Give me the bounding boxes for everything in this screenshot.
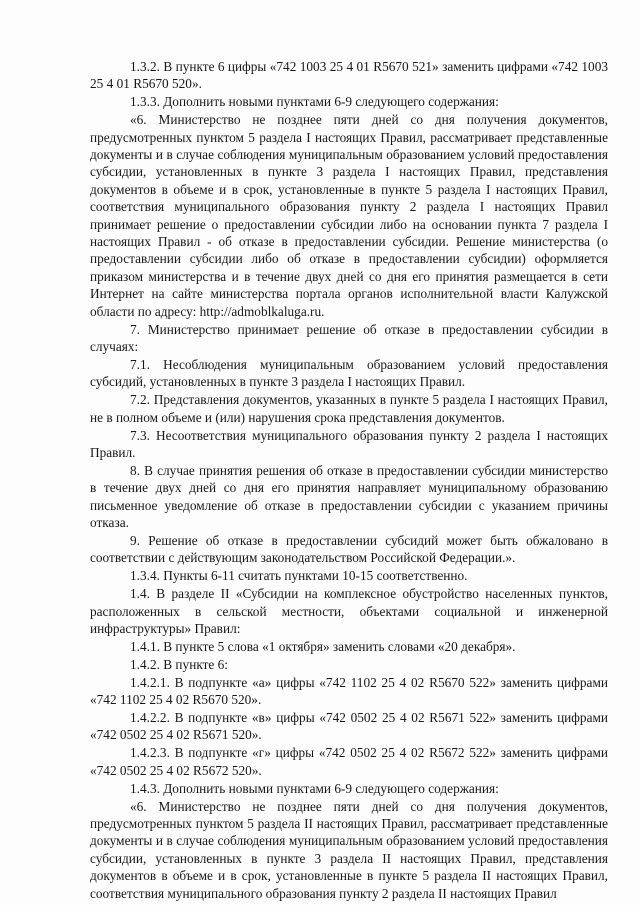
paragraph-item-7-1: 7.1. Несоблюдения муниципальным образованием условий предоставления субсидий, установленных в пункте 3 раздела I настоящих Правил. (90, 356, 608, 390)
paragraph-1-4-2-3: 1.4.2.3. В подпункте «г» цифры «742 0502 25 4 02 R5672 522» заменить цифрами «742 0502 25 4 02 R5672 520». (90, 745, 608, 778)
paragraph-1-4-2-1: 1.4.2.1. В подпункте «а» цифры «742 1102 25 4 02 R5670 522» заменить цифрами «742 1102 25 4 02 R5670 520». (90, 674, 608, 708)
paragraph-1-3-4: 1.3.4. Пункты 6-11 считать пунктами 10-15 соответственно. (130, 568, 468, 584)
paragraph-item-7-3: 7.3. Несоответствия муниципального образования пункту 2 раздела I настоящих Правил. (90, 427, 608, 460)
paragraph-item-6-section-2: «6. Министерство не позднее пяти дней со дня получения документов, предусмотренных пунктом 5 раздела II настоящих Правил, рассматривает представленные документы и в случае соблюдения муниципальным образованием условий предоставления субсидии, установленных в пункте 3 раздела II настоящих Правил, представления документов в объеме и в срок, установленные в пункте 5 раздела II настоящих Правил, соответствия муниципального образования пункту 2 раздела II настоящих Правил (90, 798, 608, 901)
paragraph-item-8: 8. В случае принятия решения об отказе в предоставлении субсидии министерство в течение двух дней со дня его принятия направляет муниципальному образованию письменное уведомление об отказе в предоставлении субсидии с указанием причины отказа. (90, 462, 608, 531)
paragraph-item-9: 9. Решение об отказе в предоставлении субсидий может быть обжаловано в соответствии с действующим законодательством Российской Федерации.». (90, 532, 608, 566)
paragraph-1-3-3: 1.3.3. Дополнить новыми пунктами 6-9 следующего содержания: (130, 94, 499, 110)
paragraph-1-3-2: 1.3.2. В пункте 6 цифры «742 1003 25 4 01 R5670 521» заменить цифрами «742 1003 25 4 01 R5670 520». (90, 59, 608, 92)
paragraph-item-7-2: 7.2. Представления документов, указанных в пункте 5 раздела I настоящих Правил, не в полном объеме и (или) нарушения срока представления документов. (90, 392, 608, 425)
paragraph-1-4-3: 1.4.3. Дополнить новыми пунктами 6-9 следующего содержания: (130, 780, 499, 796)
paragraph-1-4-2: 1.4.2. В пункте 6: (130, 656, 228, 672)
paragraph-1-4-2-2: 1.4.2.2. В подпункте «в» цифры «742 0502 25 4 02 R5671 522» заменить цифрами «742 0502 25 4 02 R5671 520». (90, 710, 608, 743)
paragraph-1-4: 1.4. В разделе II «Субсидии на комплексное обустройство населенных пунктов, расположенных в сельской местности, объектами социальной и инженерной инфраструктуры» Правил: (90, 586, 608, 636)
paragraph-item-7: 7. Министерство принимает решение об отказе в предоставлении субсидии в случаях: (90, 321, 608, 354)
paragraph-1-4-1: 1.4.1. В пункте 5 слова «1 октября» заменить словами «20 декабря». (130, 638, 516, 654)
document-body (90, 58, 608, 903)
paragraph-item-6: «6. Министерство не позднее пяти дней со дня получения документов, предусмотренных пунктом 5 раздела I настоящих Правил, рассматривает представленные документы и в случае соблюдения муниципальным образованием условий предоставления субсидии, установленных в пункте 3 раздела I настоящих Правил, представления документов в объеме и в срок, установленные в пункте 5 раздела I настоящих Правил, соответствия муниципального образования пункту 2 раздела I настоящих Правил принимает решение о предоставлении субсидии либо на основании пункта 7 раздела I настоящих Правил - об отказе в предоставлении субсидии. Решение министерства (о предоставлении субсидии либо об отказе в предоставлении субсидии) оформляется приказом министерства и в течение двух дней со дня его принятия размещается в сети Интернет на сайте министерства портала органов исполнительной власти Калужской области по адресу: http://admoblkaluga.ru. (90, 112, 608, 319)
